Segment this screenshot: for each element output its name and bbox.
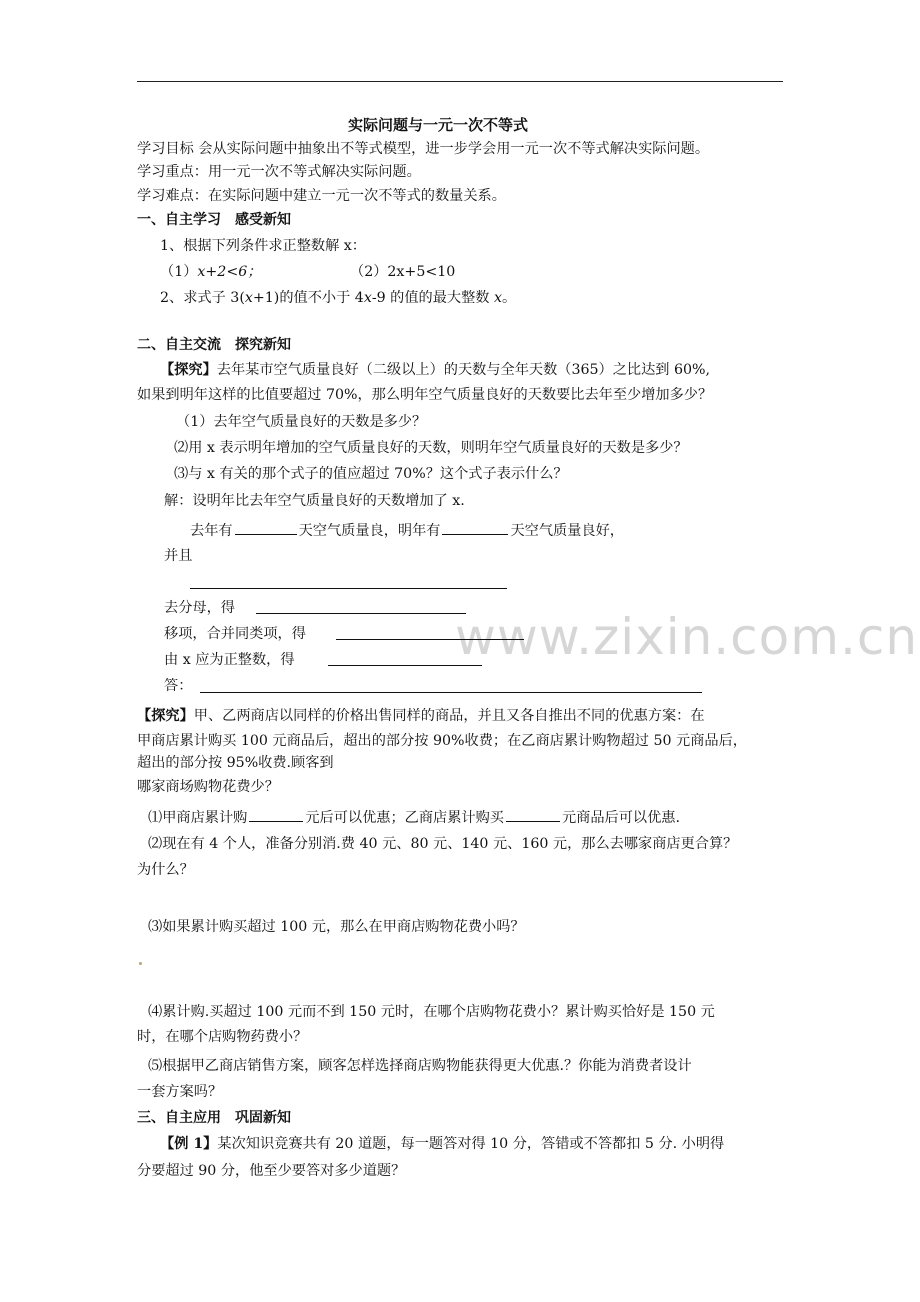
explore2-line1: 【探究】甲、乙两商店以同样的价格出售同样的商品，并且又各自推出不同的优惠方案：在 xyxy=(137,708,705,724)
example1-line2: 分要超过 90 分，他至少要答对多少道题？ xyxy=(137,1163,406,1179)
explore1-line2: 如果到明年这样的比值要超过 70%，那么明年空气质量良好的天数要比去年至少增加多少？ xyxy=(137,387,713,403)
section3-heading: 三、自主应用 巩固新知 xyxy=(137,1110,291,1126)
explore1-line1: 【探究】去年某市空气质量良好（二级以上）的天数与全年天数（365）之比达到 60%, xyxy=(160,362,711,378)
explore1-answer: 答： xyxy=(164,678,193,694)
explore1-and: 并且 xyxy=(164,548,193,564)
blank-shop-a[interactable] xyxy=(249,806,303,822)
explore1-sub2: ⑵用 x 表示明年增加的空气质量良好的天数，则明年空气质量良好的天数是多少？ xyxy=(174,440,688,456)
explore2-sub4: ⑷累计购.买超过 100 元而不到 150 元时，在哪个店购物花费小？累计购买恰好是 150 元 xyxy=(148,1004,715,1020)
section1-q2: 2、求式子 3(x+1)的值不小于 4x-9 的值的最大整数 x。 xyxy=(160,290,517,306)
section1-q1: 1、根据下列条件求正整数解 x： xyxy=(160,238,366,254)
blank-step1[interactable] xyxy=(256,613,466,614)
header-rule xyxy=(137,81,783,82)
stray-dot xyxy=(139,962,142,965)
explore1-last-year: 去年有 天空气质量良，明年有 天空气质量良好， xyxy=(190,519,624,541)
explore2-line2: 甲商店累计购买 100 元商品后，超出的部分按 90%收费；在乙商店累计购物超过 50 元商品后， xyxy=(137,733,747,749)
blank-next-year[interactable] xyxy=(442,519,508,535)
explore1-sub1: （1）去年空气质量良好的天数是多少？ xyxy=(176,414,427,430)
explore1-sub3: ⑶与 x 有关的那个式子的值应超过 70%？这个式子表示什么？ xyxy=(174,466,568,482)
section1-q1a: （1）x+2<6； xyxy=(160,264,262,280)
blank-last-year[interactable] xyxy=(235,519,297,535)
explore2-sub5b: 一套方案吗？ xyxy=(137,1084,223,1100)
page-title: 实际问题与一元一次不等式 xyxy=(348,116,529,134)
explore2-sub3: ⑶如果累计购买超过 100 元，那么在甲商店购物花费小吗？ xyxy=(148,919,525,935)
explore2-line4: 哪家商场购物花费少？ xyxy=(137,779,279,795)
blank-step2[interactable] xyxy=(336,639,524,640)
learning-objective: 学习目标 会从实际问题中抽象出不等式模型，进一步学会用一元一次不等式解决实际问题。 xyxy=(137,141,710,157)
section2-heading: 二、自主交流 探究新知 xyxy=(137,337,291,353)
explore2-sub1: ⑴甲商店累计购 元后可以优惠；乙商店累计购买 元商品后可以优惠. xyxy=(148,806,680,828)
blank-inequality[interactable] xyxy=(190,588,507,589)
explore2-sub4b: 时，在哪个店购物药费小？ xyxy=(137,1029,308,1045)
example1-line1: 【例 1】某次知识竞赛共有 20 道题，每一题答对得 10 分，答错或不答都扣 5 分. 小明得 xyxy=(160,1136,725,1152)
blank-step3[interactable] xyxy=(328,665,482,666)
watermark: www.zixin.com.cn xyxy=(455,608,919,666)
explore1-step2: 移项，合并同类项，得 xyxy=(164,626,306,642)
blank-shop-b[interactable] xyxy=(506,806,560,822)
explore2-sub2: ⑵现在有 4 个人，准备分别消.费 40 元、80 元、140 元、160 元，那么去哪家商店更合算？ xyxy=(148,836,738,852)
section1-q1b: （2）2x+5<10 xyxy=(350,264,456,280)
explore2-line3: 超出的部分按 95%收费.顾客到 xyxy=(137,755,334,771)
section1-heading: 一、自主学习 感受新知 xyxy=(137,212,291,228)
explore2-sub5: ⑸根据甲乙商店销售方案，顾客怎样选择商店购物能获得更大优惠.？你能为消费者设计 xyxy=(148,1058,692,1074)
explore2-sub2b: 为什么？ xyxy=(137,862,194,878)
learning-key-point: 学习重点：用一元一次不等式解决实际问题。 xyxy=(137,164,421,180)
blank-answer[interactable] xyxy=(200,692,702,693)
explore1-step3: 由 x 应为正整数，得 xyxy=(164,652,295,668)
learning-difficulty: 学习难点：在实际问题中建立一元一次不等式的数量关系。 xyxy=(137,188,506,204)
explore1-solution: 解：设明年比去年空气质量良好的天数增加了 x. xyxy=(164,493,465,509)
explore1-step1: 去分母，得 xyxy=(164,600,235,616)
